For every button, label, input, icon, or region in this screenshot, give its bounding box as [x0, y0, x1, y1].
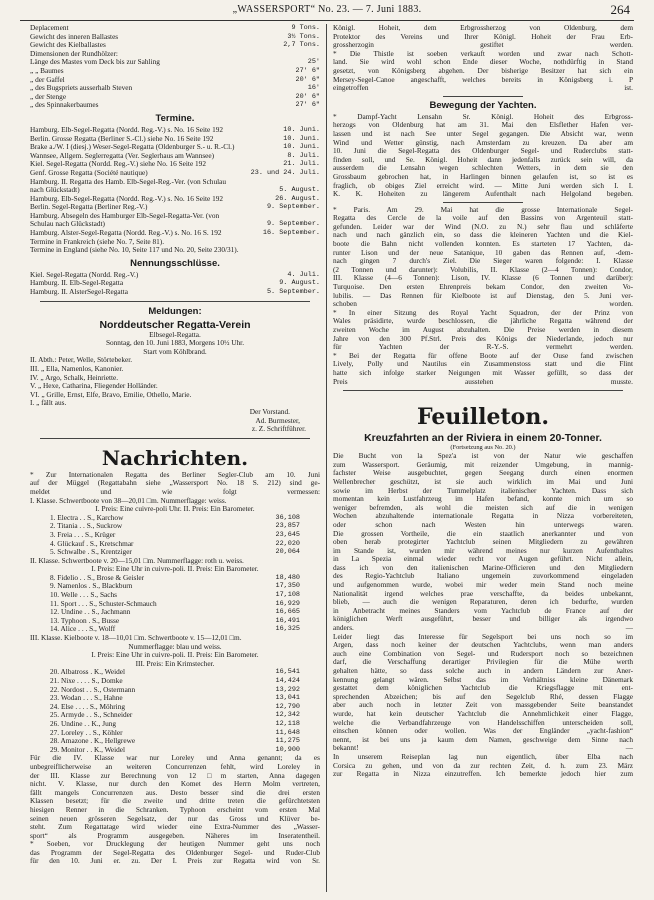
boat-row-label: 21. Nixe . . . . S., Domke	[50, 677, 123, 685]
dimension-row	[30, 84, 320, 93]
termine-row-label: Termine in England (siehe No. 10, Seite 117 und No. 20, Seite 230/31).	[30, 246, 239, 255]
nennungsschluesse-heading: Nennungsschlüsse.	[130, 257, 220, 269]
termine-row	[30, 212, 320, 221]
termine-row-label: Genf. Grosse Regatta (Société nautique)	[30, 168, 148, 177]
text-line: grossherzogin gestiftet werden.	[333, 41, 633, 50]
termine-row	[30, 195, 320, 204]
text-line: sport“ als Programm ausgegeben. Näheres im Inseratentheil.	[30, 831, 320, 840]
boat-row-label: 29. Monitor . . K., Weidel	[50, 745, 126, 754]
bewegung-heading: Bewegung der Yachten.	[429, 99, 537, 111]
nennung-row	[30, 279, 320, 288]
text-line: welche die Verbandfahrzeuge von Handelsschiffen unterscheiden soll,	[333, 718, 633, 727]
text-line: * Paris. Am 29. Mai hat die grosse Internationale Segel-	[333, 205, 633, 214]
vorstand-signature: Der Vorstand.	[249, 407, 290, 416]
nennung-row-label: Kiel. Segel-Regatta (Nordd. Reg.-V.)	[30, 270, 139, 279]
nachrichten-intro	[30, 471, 320, 497]
text-line: In unserem Reiseplan lag nun eigentlich, über Elba nach	[333, 752, 633, 761]
nachrichten-heading: Nachrichten.	[101, 445, 249, 470]
termine-heading: Termine.	[155, 112, 195, 124]
nachrichten-line: * Zur Internationalen Regatta des Berliner Segler-Club am 10. Juni	[30, 470, 320, 479]
text-line: Preis ausstehen musste.	[333, 377, 633, 386]
text-line: * Soeben, vor Drucklegung der heutigen Nummer geht uns noch	[30, 840, 320, 849]
termine-row	[30, 143, 320, 152]
termine-row-label: Kiel. Segel-Regatta (Nordd. Reg.-V.) siehe No. 16 Seite 192	[30, 160, 206, 169]
text-line: kennung gelangt wären. Selbst das im Verhältniss kleine Dänemark	[333, 675, 633, 684]
dimension-row-label: Gewicht des Kielballastes	[30, 41, 106, 50]
dimension-row-label: „ der Gaffel	[30, 75, 65, 84]
text-line: für Yachten der R-Y.-S. vermehrt werden.	[333, 343, 633, 352]
text-line: Turquoise. Den ersten Ehrenpreis bekam Condor, den zweiten Vo-	[333, 283, 633, 292]
text-line: einschen können oder wollen. Was der Engländer „yacht-fashion“	[333, 727, 633, 736]
text-line: ausserdem die Lensahn wegen schlechten Wetters, in dem sie den	[333, 164, 633, 173]
boat-row-value: 22,020	[275, 539, 300, 548]
dimension-row	[30, 76, 320, 85]
abteilung-line: I. „ fällt aus.	[30, 399, 67, 408]
termine-row-value: 23. und 24. Juli.	[250, 168, 320, 177]
boat-row-label: 24. Else . . . . S., Möhring	[50, 702, 125, 711]
signer-name: Ad. Burmester,	[255, 416, 300, 425]
dimension-row	[30, 33, 320, 42]
klasse3-table	[30, 668, 320, 754]
boat-row-value: 18,480	[275, 573, 300, 582]
boat-row-label: 10. Welle . . . S., Sachs	[50, 591, 117, 600]
text-line: lubilis. — Das Rennen für Kielboote ist auf Dienstag, den 5. Juni ver-	[333, 291, 633, 300]
feuilleton-text	[333, 452, 633, 779]
text-line: seinen neuen grösseren Segelsatz, der nur das Gross und Klüver be-	[30, 814, 320, 823]
text-line: nennt, ist bei uns ja kaum dem Namen, geschweige dem Sinne nach	[333, 735, 633, 744]
termine-row	[30, 186, 320, 195]
boat-row-value: 11,648	[275, 728, 300, 737]
text-line: für den 10. Juni er. zu. Der I. Preis zur Regatta wird von Sr.	[30, 857, 320, 866]
text-line: sprechenden Abzeichen; bis auf den Segelclub Rhé, dessen Flagge	[333, 692, 633, 701]
text-line: * In einer Sitzung des Royal Yacht Squadron, der der Prinz von	[333, 308, 633, 317]
boat-row	[30, 737, 320, 746]
abteilung-line: III. „ Ella, Namenlos, Kanonier.	[30, 365, 124, 373]
termine-row-label: Berlin. Segel-Regatta (Berliner Reg.-V.)	[30, 203, 148, 212]
text-line: weniger befremden, als wohl die meisten sich auf die in wenigen	[333, 503, 633, 512]
termine-row-label: Hamburg. II. Regatta des Hamb. Elb-Segel-Reg.-Ver. (von Schulau	[30, 177, 227, 186]
nachrichten-line: meldet und wie folgt vermessen:	[30, 487, 320, 496]
boat-row-value: 14,424	[275, 677, 300, 685]
boat-row	[30, 582, 320, 591]
text-line: das Programm der Segel-Regatta des Oldenburger Segel- und Ruder-Club	[30, 848, 320, 857]
dimension-row-value: 27' 6"	[295, 66, 320, 75]
boat-row	[30, 617, 320, 626]
meldungen-heading: Meldungen:	[148, 305, 202, 317]
dimension-row-label: Dimensionen der Rundhölzer:	[30, 49, 118, 58]
text-line: aber auch noch in letzter Zeit von massgebender Seite beanstandet	[333, 701, 633, 710]
text-line: königlichen Werft ausgeführt, besser und billiger als irgendwo	[333, 615, 633, 624]
text-line: Jahre von den 300 Pf.Strl. Preis des Königs der Niederlande, jedoch nur	[333, 334, 633, 343]
boat-row-label: 1. Electra . . S., Karchow	[50, 513, 124, 522]
boat-row-label: 12. Undine . . S., Jachmann	[50, 608, 131, 617]
nennung-row-label: Hamburg. II. Elb-Segel-Regatta	[30, 279, 124, 288]
dimension-row-value: 3½ Tons.	[287, 32, 320, 41]
left-column	[30, 24, 320, 866]
klasse1-table	[30, 514, 320, 557]
dimension-row-label: „ „ Baumes	[30, 66, 64, 75]
boat-row	[30, 668, 320, 677]
klasse1-heading: I. Klasse. Schwertboote von 38—20,01 □m. Nummerflagge: weiss.	[30, 496, 227, 505]
regatta-date: Sonntag, den 10. Juni 1883, Morgens 10½ Uhr.	[105, 339, 245, 348]
termine-row-value: 10. Juni.	[283, 143, 320, 152]
masthead-title: „WASSERSPORT“ No. 23. — 7. Juni 1883.	[232, 4, 422, 15]
boat-row-value: 16,541	[275, 668, 300, 677]
boat-row-label: 3. Freia . . . S., Krüger	[50, 530, 116, 539]
termine-row-value: 10. Juni.	[283, 134, 320, 143]
dimension-row	[30, 101, 320, 110]
boat-row	[30, 548, 320, 557]
text-line: oben herab protegirter Yachtclub seinen Mitgliedern zu gewähren	[333, 538, 633, 547]
klasse2-heading: II. Klasse. Schwertboote v. 20—15,01 □m. Nummerflagge: roth u. weiss.	[30, 556, 244, 565]
termine-row-label: Schulau nach Glückstadt)	[30, 220, 105, 229]
text-line: in Anbetracht meines Standers vom Yachtclub de France auf der	[333, 606, 633, 615]
termine-row	[30, 160, 320, 169]
text-line: zweiten Woche im August abzuhalten. Die Preise werden in diesem	[333, 326, 633, 334]
text-line: darf, die Verschaffung derartiger Privilegien für die Mühe werth	[333, 658, 633, 667]
boat-row-value: 16,665	[275, 608, 300, 617]
dimension-row	[30, 41, 320, 50]
termine-row	[30, 220, 320, 229]
regatta-start: Start vom Köhlbrand.	[143, 347, 207, 356]
boat-row-value: 23,857	[275, 522, 300, 531]
termine-row	[30, 238, 320, 247]
dimension-row-label: „ des Bugspriets ausserhalb Steven	[30, 84, 133, 93]
abteilung-line: IV. „ Argo, Schalk, Heinriette.	[30, 373, 119, 382]
nachrichten-line: auf der Müggel (Regattabahn siehe „Wassersport No. 18 S. 212) sind ge-	[30, 479, 320, 488]
text-line: auch eine Combination von Segel- und Rudersport noch so bezeichnen	[333, 649, 633, 658]
text-line: momentan kein Lustfahrzeug im Hafen befand, konnte mich um so	[333, 495, 633, 504]
right-column	[333, 24, 633, 779]
boat-row	[30, 694, 320, 703]
boat-row-label: 25. Armyde . . S., Schneider	[50, 711, 133, 720]
nennung-row-value: 9. August.	[279, 279, 320, 288]
text-line: gefunden. Leider war der Wind (N.O. zu N.) sehr flau und schläferte	[333, 222, 633, 231]
feuilleton-subtitle: Kreuzfahrten an der Riviera in einem 20-Tonner.	[364, 432, 602, 445]
boat-row-label: 14. Alice . . . S., Wolff	[50, 625, 116, 634]
boat-row	[30, 686, 320, 695]
boat-row-label: 9. Namenlos . S., Blackburn	[50, 582, 133, 591]
text-line: Nationalität irgend welches prae verschaffte, da beides unbekannt,	[333, 589, 633, 598]
termine-row-label: Hamburg. Elb-Segel-Regatta (Nordd. Reg.-V.) s. No. 16 Seite 192	[30, 125, 224, 134]
boat-row	[30, 608, 320, 617]
text-line: Wochen abzuhaltende internationale Regatta in Nizza vorbereiteten,	[333, 512, 633, 521]
boat-row-label: 23. Wodan . . . S., Hahne	[50, 694, 123, 703]
text-line: Wind und Wetter günstig, nach Amsterdam zu kreuzen. Da aber am	[333, 138, 633, 147]
dimension-row-label: „ des Spinnakerbaumes	[30, 101, 99, 110]
klasse3-prize: I. Preis: Eine Uhr in cuivre-poli. II. Preis: Ein Barometer.	[91, 651, 259, 660]
text-line: 10. Juni die Segel-Regatta des Oldenburger Segel- und Ruderclubs statt-	[333, 147, 633, 156]
text-line: gehalten hätte, so dass solche auch in andern Ländern zur Aner-	[333, 667, 633, 675]
text-line: fraglich, ob obiges Ziel erreicht wird. — Mitte Juni werden sich I. I.	[333, 181, 633, 190]
rundholz-dimensions	[30, 24, 320, 110]
section-rule	[40, 438, 310, 439]
text-line: zum Wassersport. Geräumig, mit reizender Umgebung, in mannig-	[333, 460, 633, 469]
text-line: steht. Zum Regattatage wird wieder eine Extra-Nummer des „Wasser-	[30, 823, 320, 832]
boat-row	[30, 720, 320, 729]
termine-row	[30, 246, 320, 255]
section-rule	[40, 301, 310, 302]
boat-row-value: 12,118	[275, 719, 300, 728]
text-line: runter Lison und der neue Satanique, 10 gaben das Rennen auf, -dem-	[333, 248, 633, 257]
dimension-row-label: Gewicht des inneren Ballastes	[30, 32, 119, 41]
dimension-row-value: 20' 6"	[295, 92, 320, 101]
termine-row-value: 9. September.	[266, 220, 320, 229]
nennung-row	[30, 271, 320, 280]
dimension-row	[30, 24, 320, 33]
boat-row	[30, 600, 320, 609]
text-line: wurde, hat kein deutscher Yachtclub die Annehmlichkeit einer Flagge,	[333, 709, 633, 718]
boat-row-value: 12,342	[275, 711, 300, 720]
klasse3-prize-extra: III. Preis: Ein Krimstecher.	[135, 659, 215, 668]
text-line: Protektor des Vereins und Ihrer Königl. Hoheit der Frau Erb-	[333, 32, 633, 41]
boat-row-label: 20. Albatross . K., Weidel	[50, 668, 126, 677]
abteilung-line: V. „ Hexe, Catharina, Fliegender Holländer.	[30, 382, 158, 391]
nennung-row	[30, 288, 320, 297]
dimension-row	[30, 50, 320, 59]
termine-row-label: Wannsee, Allgem. Seglerregatta (Ver. Seglerhaus am Wannsee)	[30, 151, 215, 160]
text-line: der III. Klasse zur Berechnung von 12 □m starten, Anna dagegen	[30, 771, 320, 780]
text-line: land. Sie wird wohl schon Ende dieser Woche, nothdürftig in Stand	[333, 58, 633, 67]
paris-regatta-text	[333, 206, 633, 386]
text-line: * Die Thistle ist soeben verkauft worden und zwar nach Schott-	[333, 49, 633, 58]
text-line: fällt mangels Concurrenzen aus. Desto besser sind die drei ersten	[30, 788, 320, 797]
dimension-row-label: Deplacement	[30, 24, 69, 32]
termine-row	[30, 229, 320, 238]
boat-row	[30, 711, 320, 720]
boat-row-value: 23,645	[275, 530, 300, 539]
text-line: Lively, Polly und Nautilus ein Zusammenstoss statt und die Flint	[333, 360, 633, 369]
boat-row-label: 5. Schwalbe . S., Krentziger	[50, 548, 132, 557]
termine-row-label: nach Glückstadt)	[30, 186, 80, 195]
text-line: Für die IV. Klasse war nur Loreley und Anna genannt; da es	[30, 754, 320, 763]
text-line: nach und nach gänzlich ein, so dass die kleineren Yachten und die Kiel-	[333, 231, 633, 240]
boat-row-label: 28. Amazone . K., Hellgrewe	[50, 737, 136, 746]
boat-row-label: 26. Undine . . K., Jung	[50, 719, 117, 728]
signer-role: z. Z. Schriftführer.	[251, 425, 306, 434]
feuilleton-heading: Feuilleton.	[417, 404, 549, 431]
page-number: 264	[610, 2, 630, 17]
text-line: und aufgenommen wurde, wobei mir weder mein Stand noch meine	[333, 581, 633, 590]
text-line: Grossbaum gebrochen hat, in Harlingen binnen gelaufen ist, so ist es	[333, 172, 633, 181]
abteilung-line: VI. „ Grille, Ernst, Elfe, Bravo, Emilie, Othello, Marie.	[30, 390, 192, 399]
dimension-row	[30, 58, 320, 67]
text-line: Regatta des Cercle de la voile auf den Bassins von Argenteuil statt-	[333, 214, 633, 223]
text-line: * Bei der Regatta für offene Boote auf der Ouse fand zwischen	[333, 351, 633, 360]
regatta-name: Elbsegel-Regatta.	[149, 330, 201, 339]
boat-row	[30, 591, 320, 600]
boat-row-value: 17,350	[275, 582, 300, 591]
boat-row-value: 17,108	[275, 591, 300, 600]
text-line: schoben worden.	[333, 300, 633, 309]
dimension-row	[30, 93, 320, 102]
feuilleton-note: (Fortsetzung aus No. 20.)	[450, 444, 516, 452]
termine-row	[30, 169, 320, 178]
text-line: lassen und ist nach See unter Segel gegangen. Die Absicht war, wenn	[333, 129, 633, 138]
dimension-row-value: 27' 6"	[295, 101, 320, 110]
text-line: Königl. Hoheit, dem Erbgrossherzog von Oldenburg, dem	[333, 24, 633, 32]
termine-row	[30, 152, 320, 161]
text-line: finden soll, und Se. Königl. Hoheit dann jedenfalls zurück sein will, da	[333, 155, 633, 164]
text-line: Mersey-Segel-Canoe angeschafft, welches bereits in Königsberg i. P	[333, 75, 633, 84]
text-line: Corsica zu gehen, und von da zur rechten Zeit, d. h. zum 23. März	[333, 761, 633, 770]
text-line: Wellenbrecher geschützt, ist sie auch wirklich im Mai und Juni	[333, 477, 633, 486]
dimension-row-label: Länge des Mastes vom Deck bis zur Sahling	[30, 58, 160, 67]
text-line: sowie im Herbst der Tummelplatz italienischer Yachten. Dass sich	[333, 486, 633, 495]
boat-row-value: 20,064	[275, 548, 300, 557]
boat-row-value: 16,491	[275, 616, 300, 625]
klasse1-prize: I. Preis: Eine cuivre-poli Uhr. II. Preis: Ein Barometer.	[95, 505, 255, 514]
termine-row-value: 10. Juni.	[283, 125, 320, 134]
header-rule	[20, 20, 634, 21]
termine-row-label: Hamburg. Alster-Segel-Regatta (Nordd. Reg.-V.) s. No. 16 S. 192	[30, 229, 222, 238]
termine-row	[30, 126, 320, 135]
bewegung-text	[333, 113, 633, 199]
text-line: unbegreiflicherweise an weiteren Concurrenzen fehlt, wird Loreley in	[30, 762, 320, 771]
text-line: III. Klasse (4—6 Tonnen): Lison, IV. Klasse (6 Tonnen und darüber):	[333, 274, 633, 283]
dimension-row-value: 16'	[307, 84, 320, 93]
boat-row	[30, 625, 320, 634]
text-line: eingetroffen ist.	[333, 84, 633, 93]
dimension-row-value: 2,7 Tons.	[283, 41, 320, 50]
termine-row-label: Hamburg. Absegeln des Hamburger Elb-Segel-Regatta-Ver. (von	[30, 211, 220, 220]
text-line: in La Spezia einmal wieder recht vor Augen geführt. Nicht allein,	[333, 555, 633, 564]
boat-row-value: 13,292	[275, 685, 300, 694]
termine-row-value: 9. September.	[266, 203, 320, 212]
text-line: hatte sich infolge starker Neigungen mit Wasser gefüllt, so dass der	[333, 368, 633, 377]
text-line: blieb, — auch die wenigen Reparaturen, deren ich bedurfte, wurden	[333, 598, 633, 607]
klasse3-heading: III. Klasse. Kielboote v. 18—10,01 □m. Schwertboote v. 15—12,01 □m.	[30, 634, 242, 643]
dimension-row-label: „ der Stenge	[30, 92, 67, 101]
text-line: zur Regatta in Nizza einzutreffen. Ich bemerkte jedoch hier zum	[333, 770, 633, 779]
boat-row	[30, 514, 320, 523]
boat-row	[30, 703, 320, 712]
abteilung-line: II. Abth.: Peter, Welle, Störtebeker.	[30, 356, 133, 365]
text-line: nach gingen 7 durch's Ziel. Die Sieger waren folgende: I. Klasse	[333, 257, 633, 266]
boat-row-label: 4. Glückauf . S., Kretschmar	[50, 539, 134, 548]
boat-row	[30, 540, 320, 549]
text-line: fachster Weise ausgebuchtet, gegen Seegang durch einen enormen	[333, 469, 633, 478]
boat-row	[30, 729, 320, 738]
boat-row-value: 36,108	[275, 513, 300, 522]
boat-row-value: 12,790	[275, 702, 300, 711]
text-line: anders. —	[333, 624, 633, 633]
termine-row-label: Hamburg. Elb-Segel-Regatta (Nordd. Reg.-V.) s. No. 16 Seite 192	[30, 194, 224, 203]
klasse2-prize: I. Preis: Eine Uhr in cuivre-poli. II. Preis: Ein Barometer.	[91, 565, 259, 574]
abteilungen-list	[30, 356, 320, 408]
nennung-row-value: 4. Juli.	[287, 270, 320, 279]
text-line: Wales präsidirte, wurde beschlossen, die jährliche Regatta während der	[333, 317, 633, 326]
dimension-row-value: 25'	[307, 58, 320, 67]
boat-row	[30, 531, 320, 540]
nennungsschluesse-list	[30, 271, 320, 297]
text-line: oder schon nach Westen hin unterwegs waren.	[333, 520, 633, 529]
termine-row-label: Termine in Frankreich (siehe No. 7, Seite 81).	[30, 237, 165, 246]
text-line: dass ich von den italienischen Marine-Officieren und den Mitgliedern	[333, 563, 633, 572]
text-line: Leider liegt das Interesse für Segelsport bei uns noch so im	[333, 632, 633, 641]
text-line: des Regio-Yachtclub Italiano ungemein zuvorkommend eingeladen	[333, 572, 633, 581]
termine-list	[30, 126, 320, 255]
boat-row-value: 10,900	[275, 745, 300, 754]
text-line: gesetzt, von Königsberg abgehen. Der bisherige Besitzer hat sich ein	[333, 66, 633, 75]
page-header	[20, 4, 634, 20]
thistle-notice	[333, 24, 633, 93]
text-line: bekannt! —	[333, 744, 633, 753]
termine-row-value: 8. Juli.	[287, 151, 320, 160]
termine-row-value: 21. Juli.	[283, 160, 320, 169]
boat-row-label: 2. Titania . . S., Suckrow	[50, 522, 123, 531]
text-line: Klassen besetzt; für die zweite und dritte treten die gefürchtetsten	[30, 797, 320, 806]
verein-name: Norddeutscher Regatta-Verein	[99, 318, 251, 331]
boat-row-label: 27. Loreley . . S., Köhler	[50, 728, 123, 737]
text-line: (2 Tonnen und darunter): Volubilis, II. Klasse (2—4 Tonnen): Condor,	[333, 265, 633, 274]
text-line: gestattet dem königlichen Yachtclub die Kriegsflagge mit ent-	[333, 684, 633, 693]
text-line: * Dampf-Yacht Lensahn Sr. Königl. Hoheit des Erbgross-	[333, 112, 633, 121]
text-line: im Stande ist, wurden mir während meines nur kurzen Aufenthaltes	[333, 546, 633, 555]
boat-row-value: 16,929	[275, 599, 300, 608]
text-line: herzogs von Oldenburg hat am 31. Mai den Elsflether Hafen ver-	[333, 121, 633, 130]
boat-row-label: 13. Typhoon . S., Busse	[50, 616, 120, 625]
termine-row	[30, 203, 320, 212]
text-line: Die grossen Vortheile, die ein staatlich anerkannter und von	[333, 529, 633, 538]
termine-row	[30, 135, 320, 144]
nennung-row-value: 5. September.	[266, 288, 320, 297]
boat-row	[30, 746, 320, 755]
termine-row-label: Brake a./W. I (diesj.) Weser-Segel-Regatta (Oldenburger S.- u. R.-Cl.)	[30, 143, 235, 152]
dimension-row-value: 20' 6"	[295, 75, 320, 84]
text-line: hiesigen Renner in die Schranken. Typhoon erscheint vom ersten Mal	[30, 805, 320, 814]
dimension-row-value: 9 Tons.	[291, 24, 320, 32]
boat-row-label: 11. Sport . . . S., Schuster-Schmauch	[50, 599, 157, 608]
nennung-row-label: Hamburg. II. AlsterSegel-Regatta	[30, 288, 128, 297]
boat-row-value: 11,275	[275, 737, 300, 746]
termine-row-value: 16. September.	[262, 229, 320, 238]
boat-row	[30, 574, 320, 583]
boat-row	[30, 522, 320, 531]
boat-row	[30, 677, 320, 686]
dimension-row	[30, 67, 320, 76]
termine-row-label: Berlin. Grosse Regatta (Berliner S.-Cl.) siehe No. 16 Seite 192	[30, 134, 214, 143]
klasse3-flag: Nummerflagge: blau und weiss.	[128, 642, 222, 651]
section-rule	[343, 390, 623, 391]
termine-row	[30, 178, 320, 187]
text-line: boote die Bahn nicht vollenden konnten. Es starteten 17 Yachten, da-	[333, 240, 633, 249]
section-rule	[443, 96, 523, 97]
boat-row-value: 13,041	[275, 694, 300, 703]
boat-row-value: 16,325	[275, 625, 300, 634]
termine-row-value: 26. August.	[275, 194, 320, 203]
text-line: K. K. Hoheiten zu längerem Aufenthalt nach Helgoland begeben.	[333, 190, 633, 199]
klasse2-table	[30, 574, 320, 634]
column-divider	[326, 24, 327, 892]
section-rule	[443, 202, 523, 203]
text-line: nicht. V. Klasse, nur durch den Komet des Herrn Molm vertreten,	[30, 780, 320, 789]
boat-row-label: 8. Fidelio . . S., Brose & Geisler	[50, 573, 145, 582]
boat-row-label: 22. Nordost . . S., Ostermann	[50, 685, 136, 694]
text-line: Argen, dass noch keiner der deutschen Yachtclubs, wenn man anders	[333, 641, 633, 650]
termine-row-value: 5. August.	[279, 186, 320, 195]
nachrichten-closing	[30, 754, 320, 866]
text-line: Die Bucht von la Spez'a ist von der Natur wie geschaffen	[333, 452, 633, 461]
